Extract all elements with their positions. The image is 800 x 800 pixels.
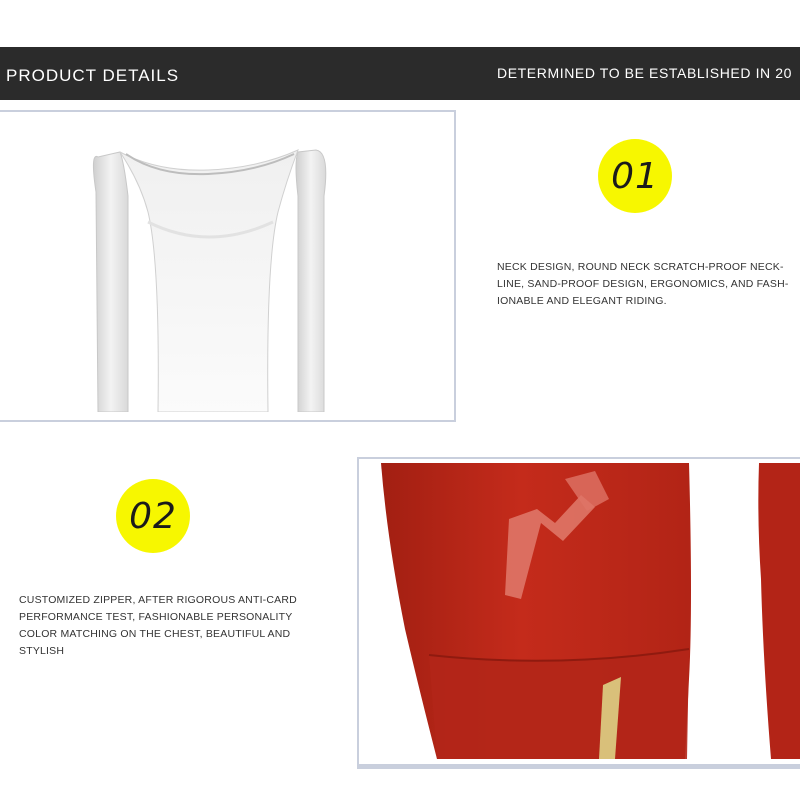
section-description-02: [19, 592, 319, 660]
product-details-title: PRODUCT DETAILS: [6, 66, 180, 85]
description-line: IONABLE AND ELEGANT RIDING.: [497, 295, 667, 307]
description-line: PERFORMANCE TEST, FASHIONABLE PERSONALITY: [19, 611, 293, 623]
section-number-badge-02: [116, 479, 190, 553]
description-line: LINE, SAND-PROOF DESIGN, ERGONOMICS, AND FASH-: [497, 278, 789, 290]
bib-straps-photo-frame: [0, 110, 456, 422]
red-shorts-photo: [359, 459, 800, 769]
bib-straps-photo: [0, 112, 456, 422]
section-description-01: [497, 259, 797, 310]
description-line: CUSTOMIZED ZIPPER, AFTER RIGOROUS ANTI-CARD: [19, 594, 297, 606]
header-banner: [0, 47, 800, 100]
brand-tagline: DETERMINED TO BE ESTABLISHED IN 20: [497, 65, 793, 81]
section-number: 02: [129, 495, 177, 537]
section-number-badge-01: [598, 139, 672, 213]
section-number: 01: [611, 155, 659, 197]
description-line: NECK DESIGN, ROUND NECK SCRATCH-PROOF NECK-: [497, 261, 784, 273]
description-line: STYLISH: [19, 645, 65, 657]
description-line: COLOR MATCHING ON THE CHEST, BEAUTIFUL AND: [19, 628, 291, 640]
red-shorts-photo-frame: [357, 457, 800, 769]
